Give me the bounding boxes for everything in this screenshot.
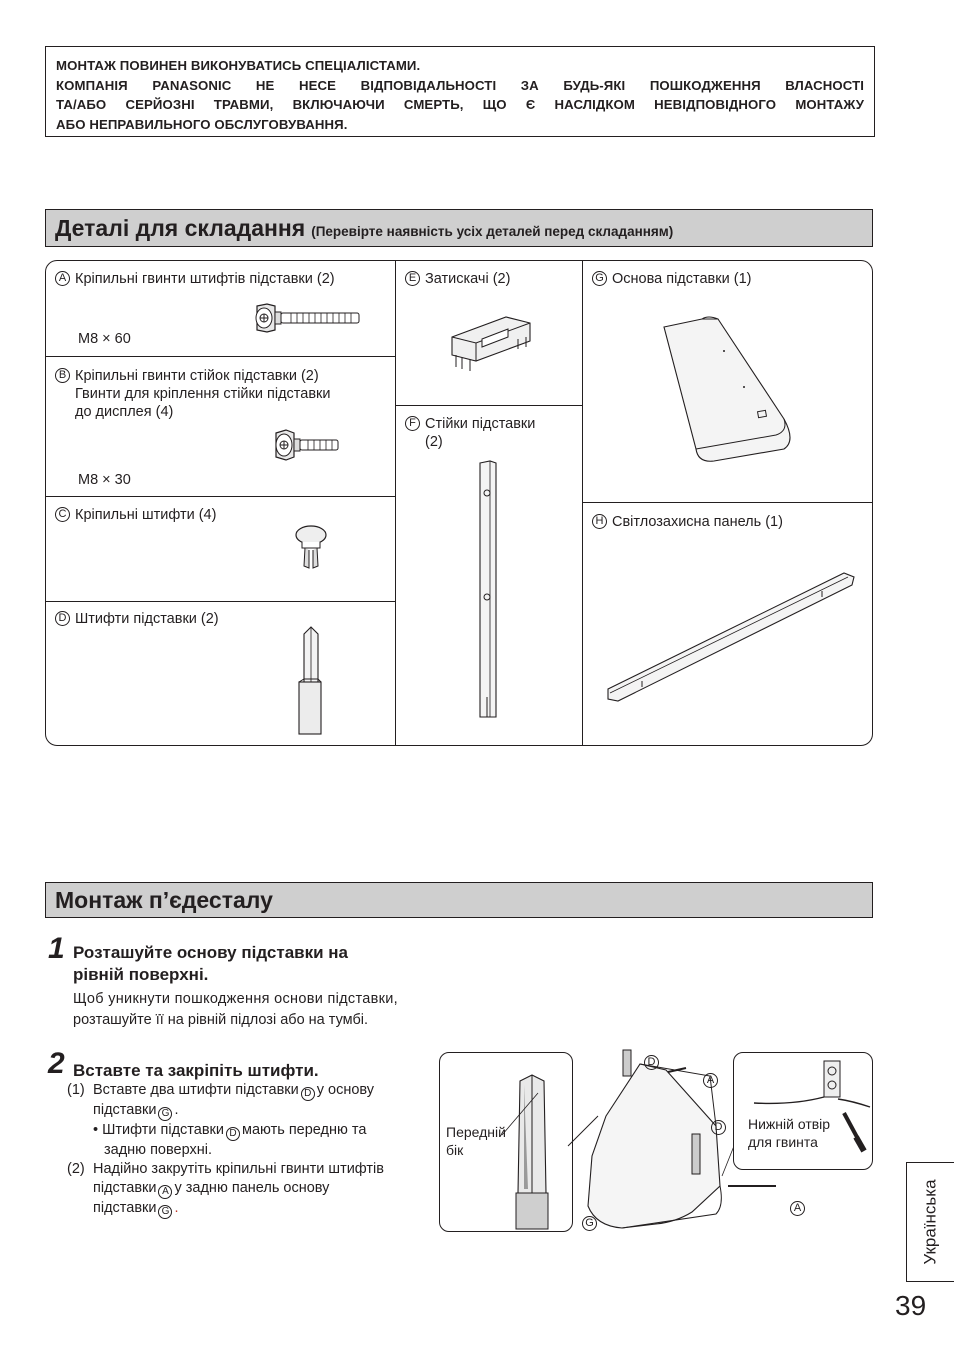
step-1-body: Щоб уникнути пошкодження основи підставки, розташуйте її на рівній підлозі або на тумбі. xyxy=(73,991,398,1028)
callout-a-bottom: A xyxy=(790,1198,810,1216)
part-g-label: G Основа підставки (1) xyxy=(592,270,751,288)
parts-section-header xyxy=(45,209,873,247)
warning-box xyxy=(45,46,875,137)
assembly-section-title: Монтаж п’єдесталу xyxy=(55,886,273,913)
part-e-badge: E xyxy=(405,271,420,286)
stand-pin-icon xyxy=(294,624,328,738)
parts-section-title: Деталі для складання xyxy=(55,214,306,241)
callout-d-bottom: D xyxy=(711,1117,731,1135)
step-1-number: 1 xyxy=(48,932,65,965)
inline-badge-g-2: G xyxy=(158,1205,172,1219)
page-number: 39 xyxy=(895,1290,927,1321)
stand-post-icon xyxy=(474,457,504,721)
step-2-number: 2 xyxy=(48,1047,65,1080)
part-d-badge: D xyxy=(55,611,70,626)
clamp-icon xyxy=(448,309,536,375)
warning-line-3: ТА/АБО СЕРЙОЗНІ ТРАВМИ, ВКЛЮЧАЮЧИ СМЕРТЬ, ЩО Є НАСЛІДКОМ НЕВІДПОВІДНОГО МОНТАЖУ xyxy=(56,97,864,112)
callout-a-top: A xyxy=(703,1070,723,1088)
assembly-section-header xyxy=(45,882,873,918)
inline-badge-g: G xyxy=(158,1107,172,1121)
stand-base-icon xyxy=(658,311,798,465)
step-2-heading: Вставте та закріпіть штифти. xyxy=(73,1061,319,1080)
warning-line-4: АБО НЕПРАВИЛЬНОГО ОБСЛУГОВУВАННЯ. xyxy=(56,116,348,132)
bolt-m8x30-icon xyxy=(272,428,342,462)
leader-line xyxy=(500,1089,540,1139)
part-d-label: D Штифти підставки (2) xyxy=(55,610,219,628)
part-h-badge: H xyxy=(592,514,607,529)
part-c-label: C Кріпильні штифти (4) xyxy=(55,506,216,524)
part-h-label: H Світлозахисна панель (1) xyxy=(592,513,783,531)
front-side-inset xyxy=(439,1052,573,1232)
light-shield-panel-icon xyxy=(602,569,858,705)
callout-g: G xyxy=(582,1213,602,1231)
warning-line-2: КОМПАНІЯ PANASONIC НЕ НЕСЕ ВІДПОВІДАЛЬНОСТІ ЗА БУДЬ-ЯКІ ПОШКОДЖЕННЯ ВЛАСНОСТІ xyxy=(56,77,864,93)
part-b-badge: B xyxy=(55,368,70,383)
part-e-label: E Затискачі (2) xyxy=(405,270,510,288)
step-2-instructions: (1) Вставте два штифти підставки D у основу підставки G . • Штифти підставки D мають передню та задню поверхні. (2) Надійно закрутіть кріпильні гвинти штифтів підставки A у задню панель основу підставки G . xyxy=(67,1082,384,1217)
part-a-label: A Кріпильні гвинти штифтів підставки (2) xyxy=(55,270,335,288)
part-f-label: F Стійки підставки (2) xyxy=(405,415,535,451)
fixing-pin-icon xyxy=(294,524,328,570)
inline-badge-d: D xyxy=(301,1087,315,1101)
part-f-badge: F xyxy=(405,416,420,431)
callout-d-top: D xyxy=(644,1052,664,1070)
part-g-badge: G xyxy=(592,271,607,286)
warning-line-1: МОНТАЖ ПОВИНЕН ВИКОНУВАТИСЬ СПЕЦІАЛІСТАМИ. xyxy=(56,58,421,73)
part-a-dimension: M8 × 60 xyxy=(78,331,131,347)
parts-table xyxy=(45,260,873,746)
bottom-hole-label: Нижній отвір для гвинта xyxy=(748,1116,831,1150)
step-1-heading: Розташуйте основу підставки на рівній поверхні. xyxy=(73,943,349,984)
part-b-label: B Кріпильні гвинти стійок підставки (2) Гвинти для кріплення стійки підставки до дисплея (4) xyxy=(55,367,330,421)
bolt-m8x60-icon xyxy=(251,303,363,333)
language-tab: Українська xyxy=(906,1162,954,1282)
bottom-hole-inset xyxy=(733,1052,873,1170)
part-c-badge: C xyxy=(55,507,70,522)
front-side-label: Передній бік xyxy=(446,1124,506,1158)
part-a-badge: A xyxy=(55,271,70,286)
part-b-dimension: M8 × 30 xyxy=(78,472,131,488)
screw-hole-closeup-icon xyxy=(734,1053,872,1169)
inline-badge-a: A xyxy=(158,1185,172,1199)
parts-section-subtitle: (Перевірте наявність усіх деталей перед складанням) xyxy=(311,223,674,239)
inline-badge-d-2: D xyxy=(226,1127,240,1141)
